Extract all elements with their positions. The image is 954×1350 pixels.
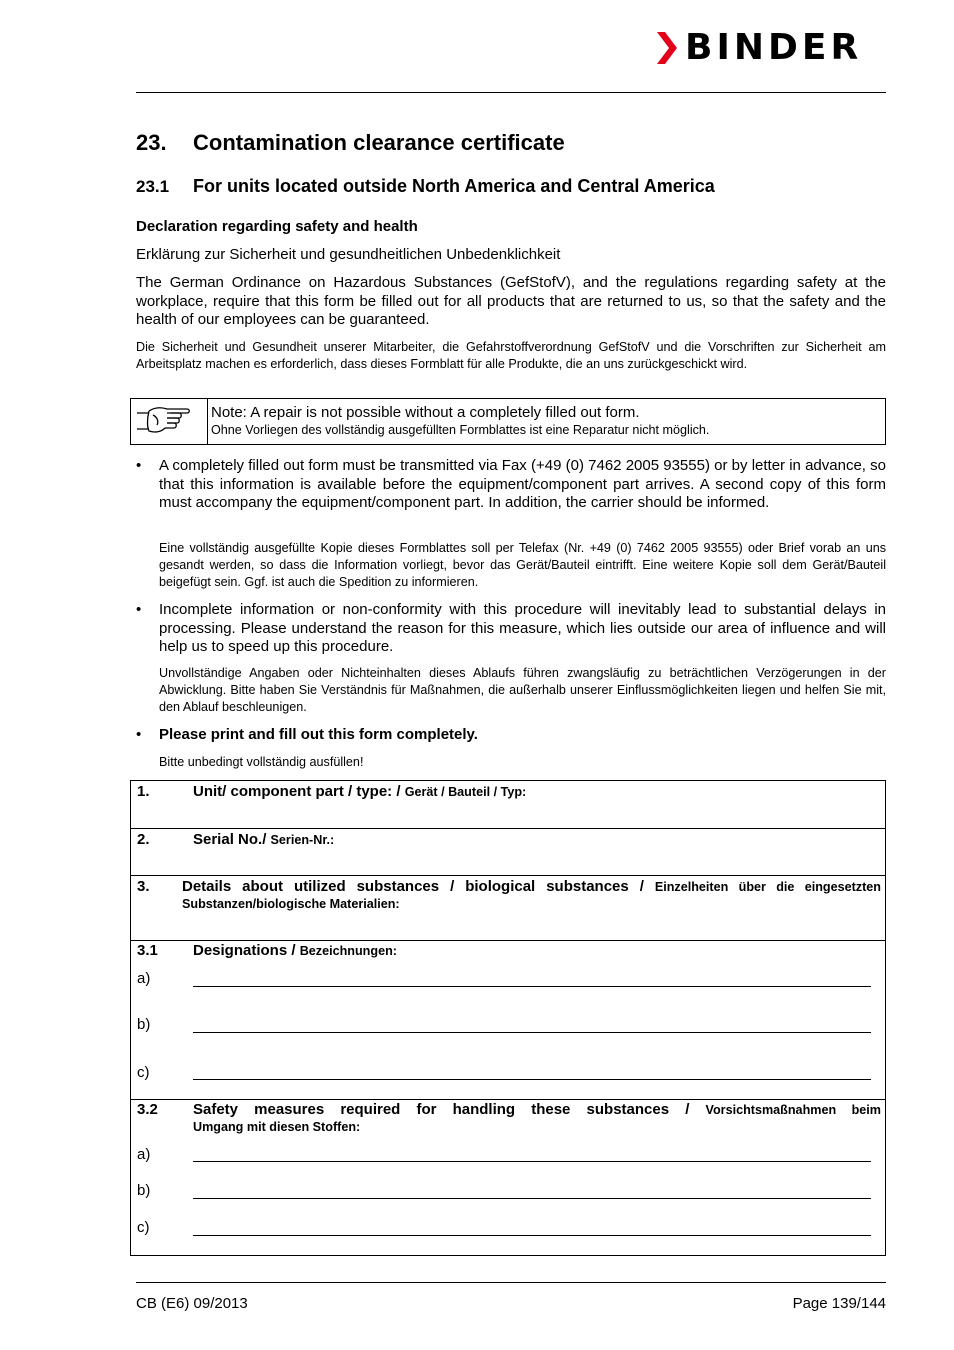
form-row-3-label-en: Details about utilized substances / biological substances [182, 878, 629, 895]
header-rule [136, 92, 886, 93]
pointing-hand-icon [131, 399, 208, 444]
declaration-paragraph-en: The German Ordinance on Hazardous Substances (GefStofV), and the regulations regarding safety at the workplace, require that this form be filled out for all products that are returned to us, so that the safety and the health of our employees can be guaranteed. [136, 274, 886, 329]
safety-measure-a-field[interactable] [193, 1161, 871, 1162]
bullet-text-de: Unvollständige Angaben oder Nichteinhalten dieses Ablaufs führen zwangsläufig zu beträchtlichen Verzögerungen in der Abwicklung. Bitte haben Sie Verständnis für Maßnahmen, die außerhalb unserer Einflussmöglichkeiten liegen und helfen Sie mit, den Ablauf beschleunigen. [159, 666, 886, 714]
form-row-32-number: 3.2 [137, 1101, 158, 1118]
form-row-32-label-de: Vorsichtsmaßnahmen beim [705, 1103, 882, 1117]
form-row-1-label-en: Unit/ component part / type: [193, 783, 393, 800]
binder-logo [655, 27, 863, 68]
form-row-3-label-de2: Substanzen/biologische Materialien: [182, 897, 400, 911]
line-label-a: a) [137, 1146, 151, 1163]
note-text-de: Ohne Vorliegen des vollständig ausgefüllten Formblattes ist eine Reparatur nicht möglich. [211, 423, 710, 437]
line-label-b: b) [137, 1182, 151, 1199]
clearance-form [130, 780, 886, 1256]
section-number: 23. [136, 130, 167, 155]
line-label-c: c) [137, 1064, 150, 1081]
form-row-32-label-en: Safety measures required for handling these substances [193, 1101, 670, 1118]
row-divider [131, 1099, 885, 1100]
row-divider [131, 828, 885, 829]
bullet-text-de: Bitte unbedingt vollständig ausfüllen! [159, 755, 364, 769]
section-heading [136, 130, 565, 156]
bullet-text-en: Please print and fill out this form completely. [159, 726, 478, 743]
row-divider [131, 875, 885, 876]
designation-c-field[interactable] [193, 1079, 871, 1080]
declaration-paragraph-de: Die Sicherheit und Gesundheit unserer Mitarbeiter, die Gefahrstoffverordnung GefStofV und die Vorschriften zur Sicherheit am Arbeitsplatz machen es erforderlich, dass dieses Formblatt für alle Produkte, die an uns zurückgeschickt wird. [136, 340, 886, 371]
subsection-title: For units located outside North America and Central America [193, 176, 715, 196]
form-row-32-label: Safety measures required for handling these substances / Vorsichtsmaßnahmen beim [193, 1101, 882, 1118]
bullet-text-en: A completely filled out form must be transmitted via Fax (+49 (0) 7462 2005 93555) or by letter in advance, so that this information is available before the equipment/component part arrives. A second copy of this form must accompany the equipment/component part. In addition, the carrier should be informed. [159, 457, 886, 512]
bullet-icon: • [136, 457, 142, 474]
logo-chevron-icon [655, 30, 679, 66]
note-text [211, 404, 709, 438]
form-row-2-label-en: Serial No./ [193, 831, 267, 848]
form-row-2-label-de: Serien-Nr.: [270, 833, 335, 847]
form-row-31-number: 3.1 [137, 942, 158, 959]
safety-measure-c-field[interactable] [193, 1235, 871, 1236]
declaration-heading: Declaration regarding safety and health [136, 218, 418, 235]
line-label-a: a) [137, 970, 151, 987]
form-row-3-label-cont [182, 895, 400, 912]
form-row-31-label: Designations / Bezeichnungen: [193, 942, 397, 959]
subsection-heading [136, 176, 715, 197]
form-row-31-label-de: Bezeichnungen: [299, 944, 397, 958]
bullet-text-de: Eine vollständig ausgefüllte Kopie dieses Formblattes soll per Telefax (Nr. +49 (0) 7462 2005 93555) oder Brief vorab an uns gesandt werden, so dass die Information vorliegt, bevor das Gerät/Bauteil eintrifft. Eine weitere Kopie soll dem Gerät/Bauteil beigefügt sein. Ggf. ist auch die Spedition zu informieren. [159, 541, 886, 589]
form-row-1-number: 1. [137, 783, 150, 800]
form-row-31-label-en: Designations [193, 942, 288, 959]
subsection-number: 23.1 [136, 177, 170, 196]
row-divider [131, 940, 885, 941]
footer-rule [136, 1282, 886, 1283]
form-row-1-label-de: Gerät / Bauteil / Typ: [404, 785, 527, 799]
bullet-text-en: Incomplete information or non-conformity with this procedure will inevitably lead to substantial delays in processing. Please understand the reason for this measure, which lies outside our area of influence and will help us to speed up this procedure. [159, 601, 886, 656]
form-row-3-label-de: Einzelheiten über die eingesetzten [654, 880, 881, 894]
note-box [130, 398, 886, 445]
form-row-2-number: 2. [137, 831, 150, 848]
bullet-icon: • [136, 726, 142, 743]
bullet-icon: • [136, 601, 142, 618]
form-row-32-label-cont [193, 1118, 360, 1135]
line-label-c: c) [137, 1219, 150, 1236]
logo-wordmark: BINDER [685, 27, 863, 68]
form-row-3-number: 3. [137, 878, 150, 895]
form-row-2-label [193, 831, 334, 848]
safety-measure-b-field[interactable] [193, 1198, 871, 1199]
form-row-1-label: Unit/ component part / type: / Gerät / Bauteil / Typ: [193, 783, 527, 800]
footer-doc-id: CB (E6) 09/2013 [136, 1295, 248, 1312]
note-text-en: Note: A repair is not possible without a completely filled out form. [211, 404, 640, 421]
form-row-3-label: Details about utilized substances / biological substances / Einzelheiten über die eingesetzten [182, 878, 881, 895]
line-label-b: b) [137, 1016, 151, 1033]
form-row-32-label-de2: Umgang mit diesen Stoffen: [193, 1120, 361, 1134]
footer-page-number: Page 139/144 [792, 1295, 886, 1312]
designation-b-field[interactable] [193, 1032, 871, 1033]
section-title: Contamination clearance certificate [193, 130, 565, 155]
declaration-heading-de: Erklärung zur Sicherheit und gesundheitlichen Unbedenklichkeit [136, 246, 561, 263]
designation-a-field[interactable] [193, 986, 871, 987]
